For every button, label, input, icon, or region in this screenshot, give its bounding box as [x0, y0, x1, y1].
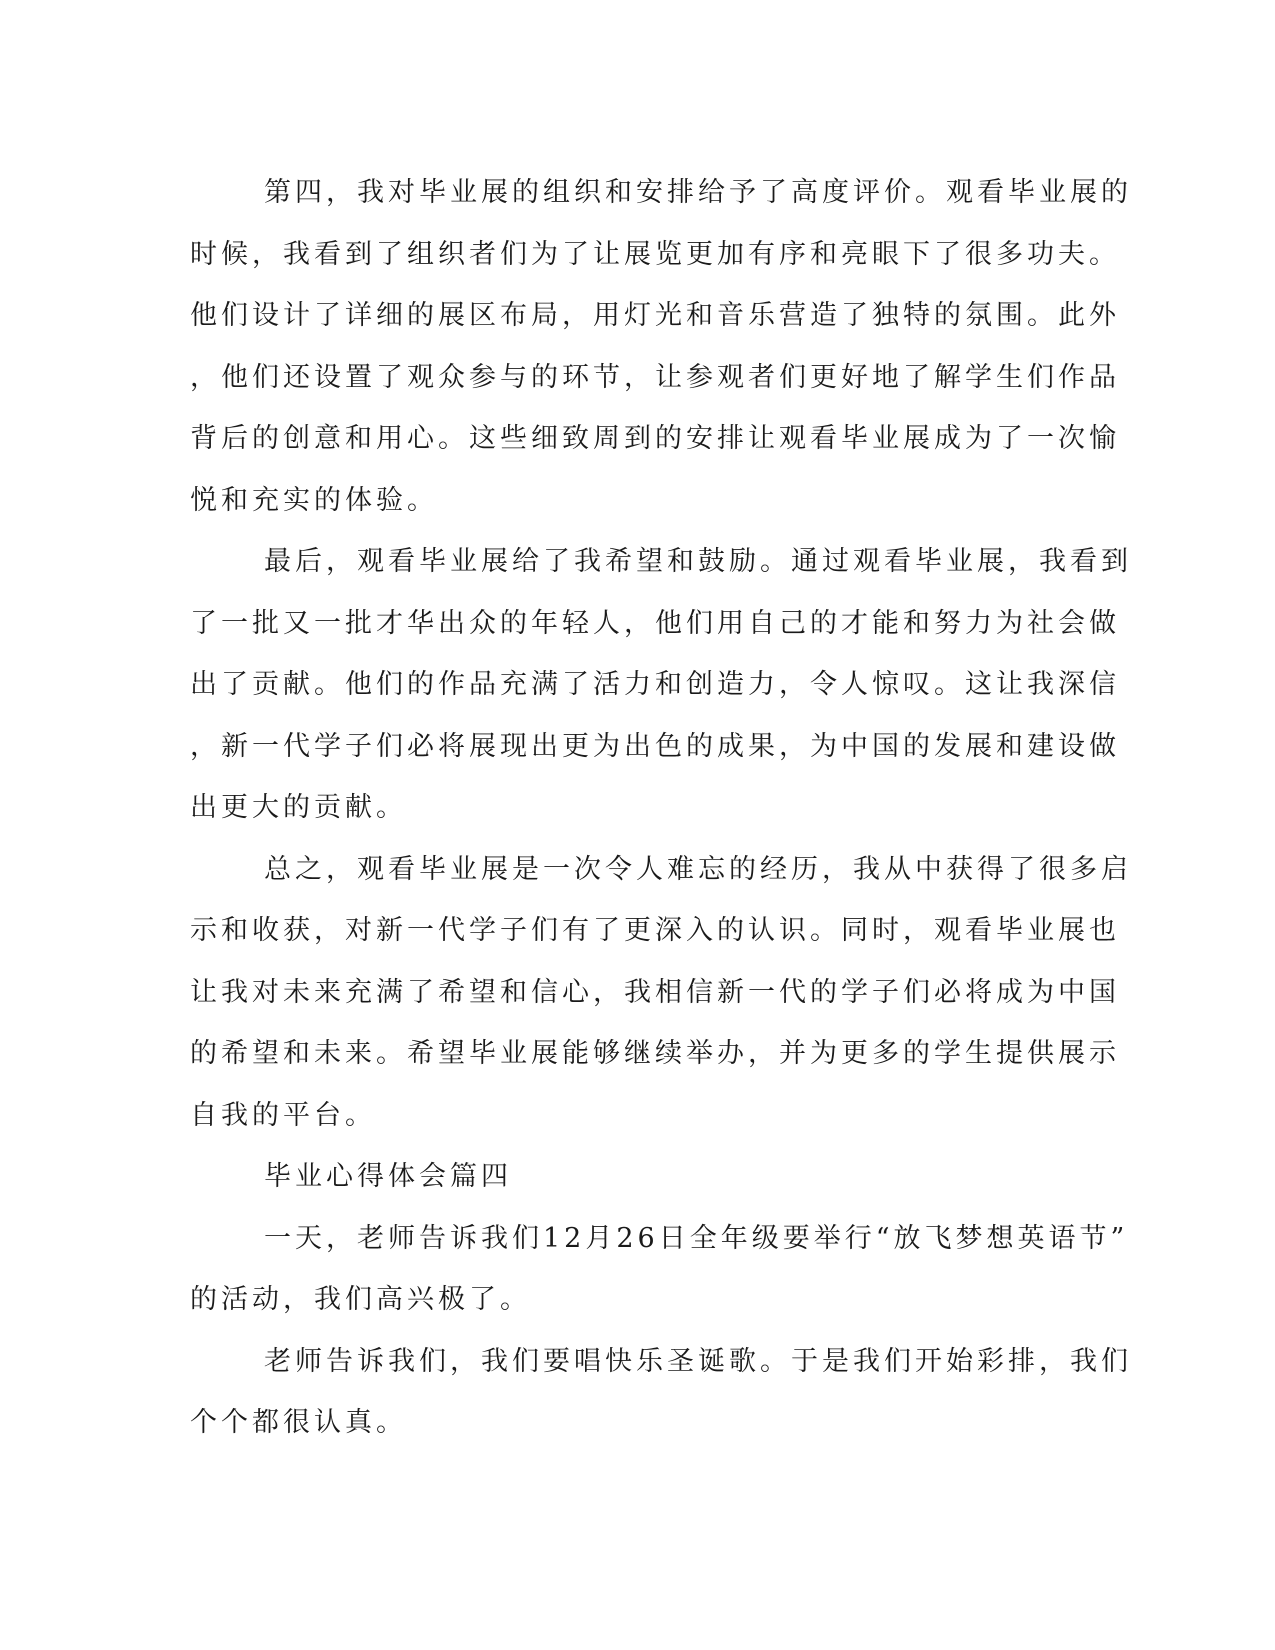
text-line: ，新一代学子们必将展现出更为出色的成果，为中国的发展和建设做: [190, 730, 1120, 762]
text-line: 总之，观看毕业展是一次令人难忘的经历，我从中获得了很多启: [264, 853, 1132, 885]
text-line: 最后，观看毕业展给了我希望和鼓励。通过观看毕业展，我看到: [264, 546, 1132, 577]
section-heading: 毕业心得体会篇四: [264, 1161, 512, 1192]
text-line: 的活动，我们高兴极了。: [190, 1284, 531, 1315]
text-line: 他们设计了详细的展区布局，用灯光和音乐营造了独特的氛围。此外: [190, 300, 1120, 331]
text-line: 示和收获，对新一代学子们有了更深入的认识。同时，观看毕业展也: [190, 915, 1120, 946]
text-line: 一天，老师告诉我们12月26日全年级要举行“放飞梦想英语节”: [264, 1222, 1129, 1254]
text-line: 悦和充实的体验。: [190, 484, 438, 516]
text-line: 出更大的贡献。: [190, 792, 407, 823]
text-line: 第四，我对毕业展的组织和安排给予了高度评价。观看毕业展的: [264, 177, 1132, 208]
text-line: 自我的平台。: [190, 1099, 376, 1131]
text-line: 出了贡献。他们的作品充满了活力和创造力，令人惊叹。这让我深信: [190, 669, 1120, 700]
text-line: 了一批又一批才华出众的年轻人，他们用自己的才能和努力为社会做: [190, 607, 1120, 639]
text-line: 个个都很认真。: [190, 1407, 407, 1438]
text-line: 让我对未来充满了希望和信心，我相信新一代的学子们必将成为中国: [190, 976, 1120, 1008]
document-body: [190, 162, 1132, 1454]
text-line: 时候，我看到了组织者们为了让展览更加有序和亮眼下了很多功夫。: [190, 238, 1120, 270]
text-line: 的希望和未来。希望毕业展能够继续举办，并为更多的学生提供展示: [190, 1038, 1120, 1069]
text-line: 背后的创意和用心。这些细致周到的安排让观看毕业展成为了一次愉: [190, 423, 1120, 454]
text-line: ，他们还设置了观众参与的环节，让参观者们更好地了解学生们作品: [190, 361, 1120, 393]
text-line: 老师告诉我们，我们要唱快乐圣诞歌。于是我们开始彩排，我们: [264, 1345, 1132, 1377]
